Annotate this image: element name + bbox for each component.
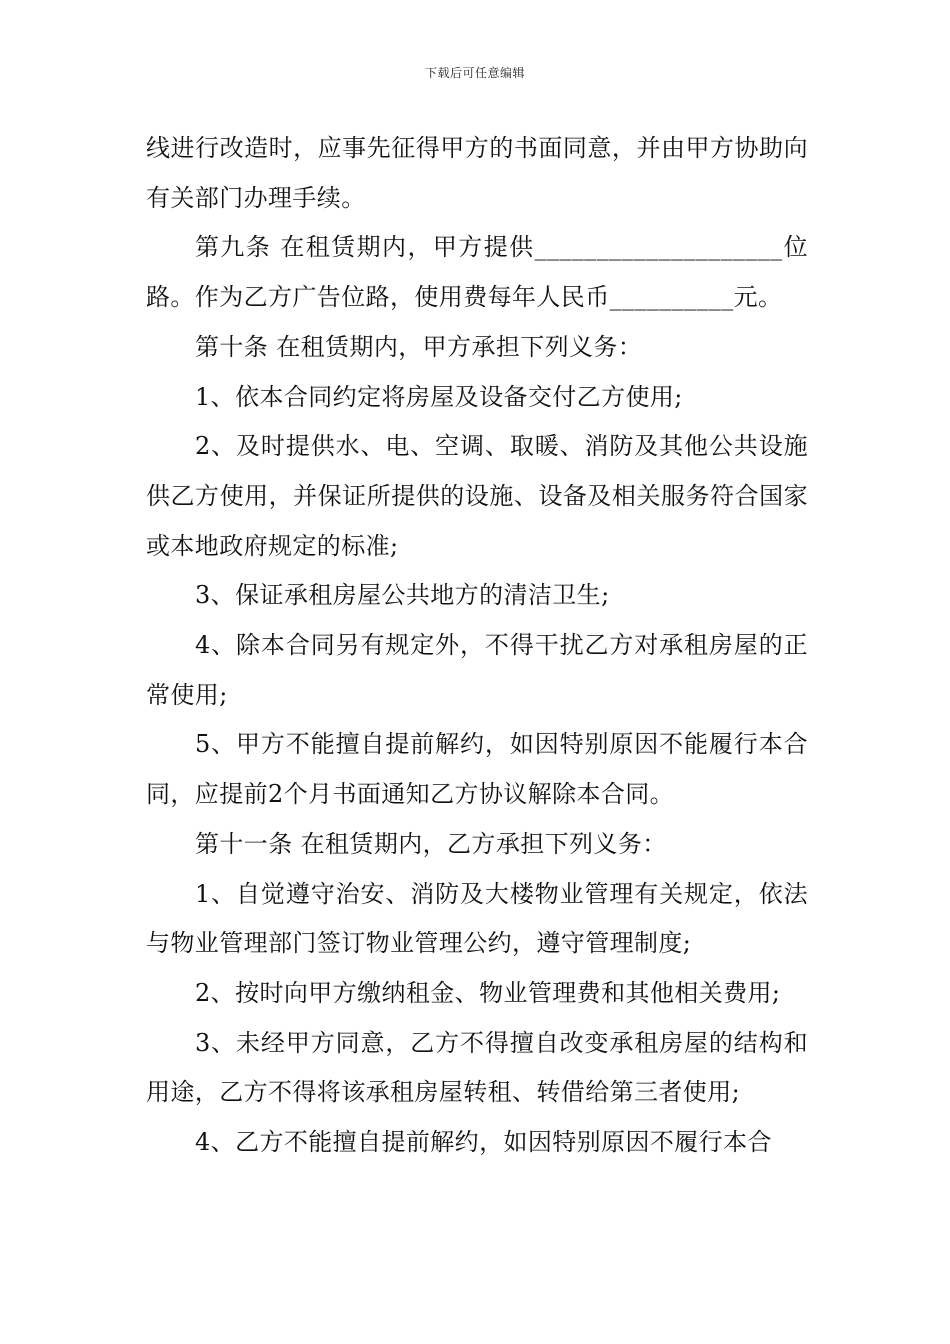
paragraph-article-10-item-3: 3、保证承租房屋公共地方的清洁卫生;	[195, 581, 610, 610]
paragraph-article-10-item-5: 5、甲方不能擅自提前解约，如因特别原因不能履行本合同，应提前2个月书面通知乙方协议解除本合同。	[146, 730, 808, 809]
paragraph-article-10: 第十条 在租赁期内，甲方承担下列义务：	[195, 332, 643, 361]
paragraph-article-11-item-3: 3、未经甲方同意，乙方不得擅自改变承租房屋的结构和用途，乙方不得将该承租房屋转租、转借给第三者使用;	[146, 1028, 808, 1107]
paragraph-article-10-item-2: 2、及时提供水、电、空调、取暖、消防及其他公共设施供乙方使用，并保证所提供的设施、设备及相关服务符合国家或本地政府规定的标准;	[146, 432, 808, 560]
page-header-note: 下载后可任意编辑	[424, 66, 525, 80]
paragraph-article-10-item-4: 4、除本合同另有规定外，不得干扰乙方对承租房屋的正常使用;	[146, 631, 808, 709]
paragraph-article-9: 第九条 在租赁期内，甲方提供____________________位路。作为乙方广告位路，使用费每年人民币__________元。	[146, 233, 808, 312]
paragraph-article-11-item-4: 4、乙方不能擅自提前解约，如因特别原因不履行本合	[195, 1128, 772, 1157]
paragraph-article-11: 第十一条 在租赁期内，乙方承担下列义务：	[195, 829, 667, 858]
paragraph-article-11-item-2: 2、按时向甲方缴纳租金、物业管理费和其他相关费用;	[195, 978, 781, 1007]
paragraph-article-10-item-1: 1、依本合同约定将房屋及设备交付乙方使用;	[195, 382, 683, 411]
document-body	[146, 124, 808, 1168]
paragraph-article-11-item-1: 1、自觉遵守治安、消防及大楼物业管理有关规定，依法与物业管理部门签订物业管理公约，遵守管理制度;	[146, 879, 808, 958]
paragraph-continuation: 线进行改造时，应事先征得甲方的书面同意，并由甲方协助向有关部门办理手续。	[146, 134, 808, 212]
